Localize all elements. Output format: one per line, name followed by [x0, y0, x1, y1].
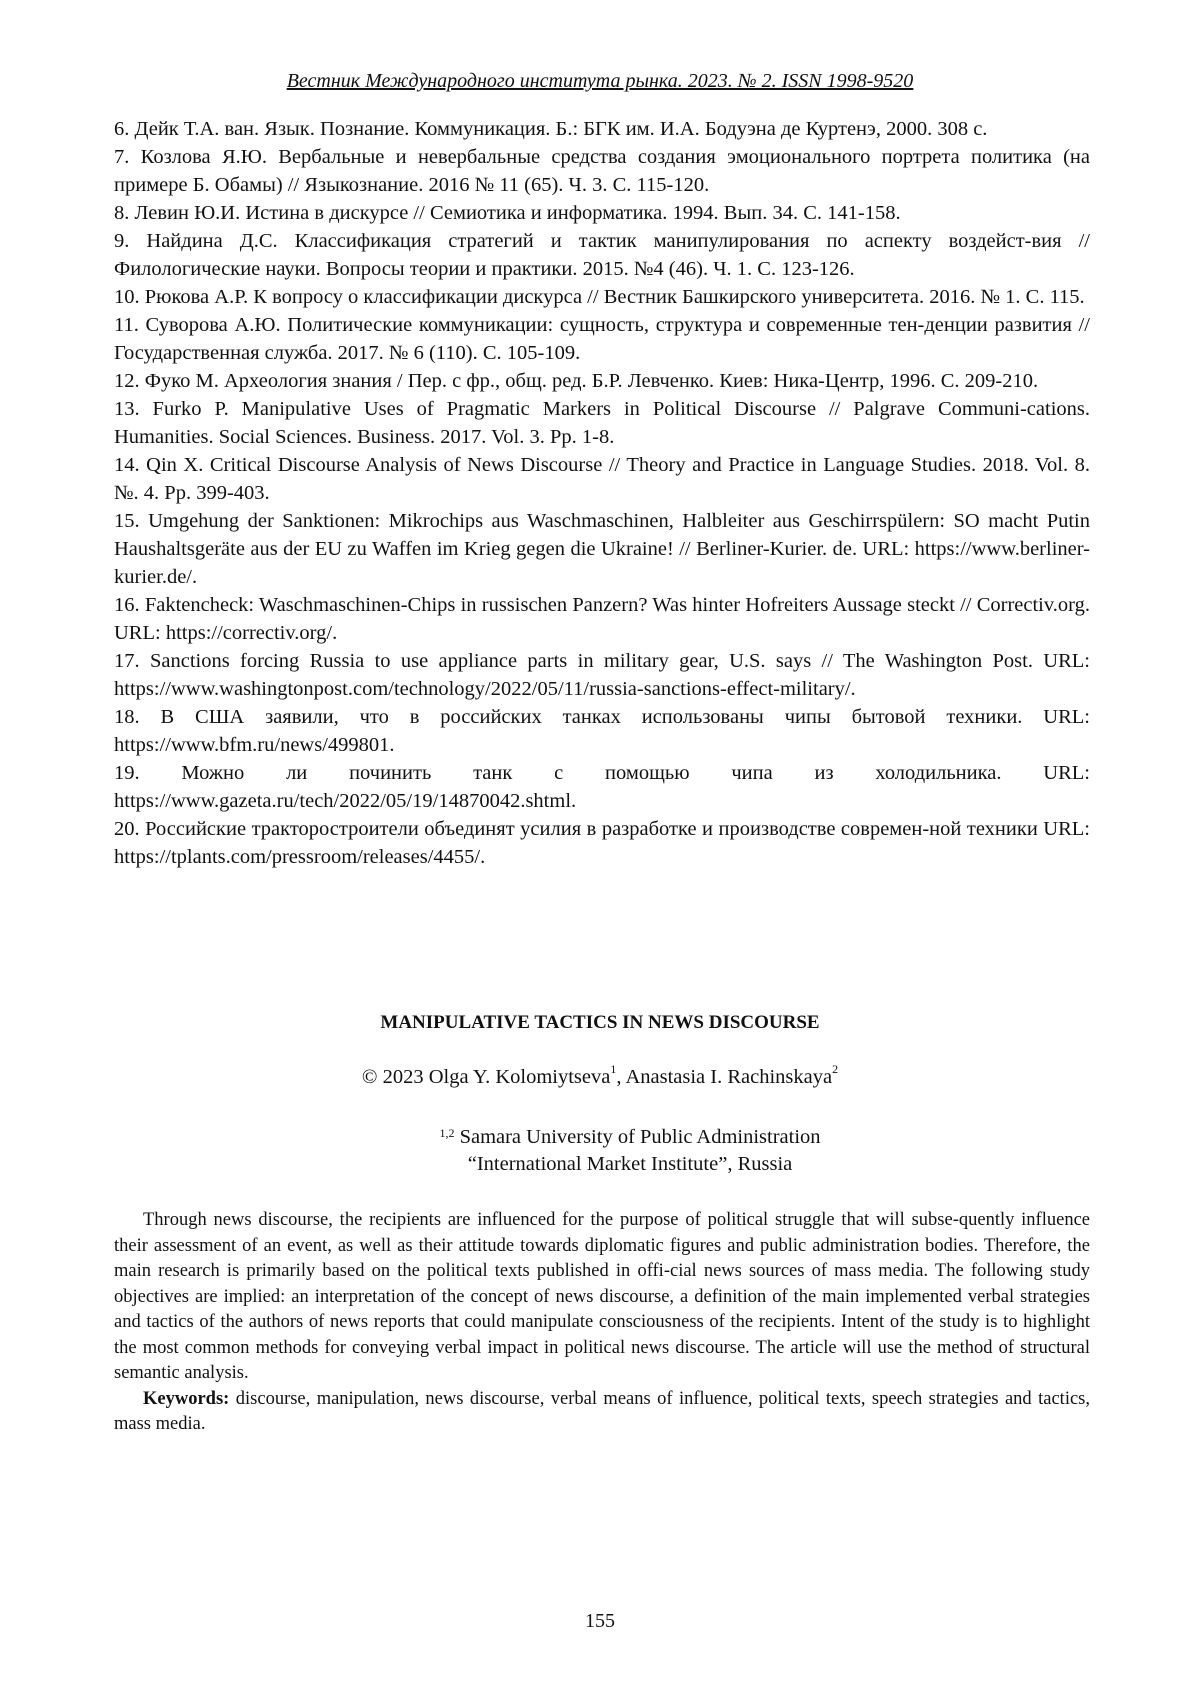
affil-line-2: “International Market Institute”, Russia: [467, 1153, 793, 1175]
reference-list: [114, 115, 1090, 871]
keywords-text: discourse, manipulation, news discourse, verbal means of influence, political texts, speech strategies and tactics, mass media.: [114, 1388, 1090, 1434]
reference-item: 20. Российские тракторостроители объединят усилия в разработке и производстве современ-ной техники URL: https://tplants.com/pressroom/releases/4455/.: [114, 818, 1090, 868]
author-1: © 2023 Olga Y. Kolomiytseva: [361, 1066, 611, 1088]
abstract-text: Through news discourse, the recipients are influenced for the purpose of political struggle that will subse-quently influence their assessment of an event, as well as their attitude towards diplomatic figures and public administration bodies. Therefore, the main research is primarily based on the political texts published in offi-cial news sources of mass media. The following study objectives are implied: an interpretation of the concept of news discourse, a definition of the main implemented verbal strategies and tactics of the authors of news reports that could manipulate consciousness of the recipients. Intent of the study is to highlight the most common methods for conveying verbal impact in political news discourse. The article will use the method of structural semantic analysis.: [114, 1210, 1090, 1383]
affil-line-1: Samara University of Public Administration: [454, 1126, 821, 1148]
keywords-label: Keywords:: [143, 1388, 230, 1409]
reference-item: 17. Sanctions forcing Russia to use appliance parts in military gear, U.S. says // The Washington Post. URL: https://www.washingtonpost.com/technology/2022/05/11/russia-sanctions-effect-military/.: [114, 650, 1090, 700]
reference-item: 14. Qin X. Critical Discourse Analysis of News Discourse // Theory and Practice in Language Studies. 2018. Vol. 8. №. 4. Pp. 399-403.: [114, 454, 1090, 504]
page-number: 155: [585, 1610, 615, 1632]
author-2: , Anastasia I. Rachinskaya: [616, 1066, 833, 1088]
affiliation: [0, 1124, 1200, 1178]
reference-item: 11. Суворова А.Ю. Политические коммуникации: сущность, структура и современные тен-денции развития // Государственная служба. 2017. № 6 (110). С. 105-109.: [114, 314, 1090, 364]
reference-item: 18. В США заявили, что в российских танках использованы чипы бытовой техники. URL: https://www.bfm.ru/news/499801.: [114, 706, 1090, 756]
reference-item: 19. Можно ли починить танк с помощью чипа из холодильника. URL: https://www.gazeta.ru/tech/2022/05/19/14870042.shtml.: [114, 762, 1090, 812]
author-1-affil-sup: 1: [610, 1062, 617, 1076]
reference-item: 7. Козлова Я.Ю. Вербальные и невербальные средства создания эмоционального портрета политика (на примере Б. Обамы) // Языкознание. 2016 № 11 (65). Ч. 3. С. 115-120.: [114, 146, 1090, 196]
keywords: [114, 1387, 1090, 1438]
reference-item: 9. Найдина Д.С. Классификация стратегий и тактик манипулирования по аспекту воздейст-вия // Филологические науки. Вопросы теории и практики. 2015. №4 (46). Ч. 1. С. 123-126.: [114, 230, 1090, 280]
reference-item: 12. Фуко М. Археология знания / Пер. с фр., общ. ред. Б.Р. Левченко. Киев: Ника-Центр, 1996. С. 209-210.: [114, 370, 1039, 392]
reference-item: 8. Левин Ю.И. Истина в дискурсе // Семиотика и информатика. 1994. Вып. 34. С. 141-158.: [114, 202, 901, 224]
article-title: MANIPULATIVE TACTICS IN NEWS DISCOURSE: [380, 1012, 820, 1033]
article-authors: [0, 1062, 1200, 1089]
journal-header: Вестник Международного института рынка. 2023. № 2. ISSN 1998-9520: [286, 70, 914, 92]
reference-item: 6. Дейк Т.А. ван. Язык. Познание. Коммуникация. Б.: БГК им. И.А. Бодуэна де Куртенэ, 2000. 308 с.: [114, 118, 988, 140]
reference-item: 13. Furko P. Manipulative Uses of Pragmatic Markers in Political Discourse // Palgrave Communi-cations. Humanities. Social Sciences. Business. 2017. Vol. 3. Pp. 1-8.: [114, 398, 1090, 448]
reference-item: 16. Faktencheck: Waschmaschinen-Chips in russischen Panzern? Was hinter Hofreiters Aussage steckt // Correctiv.org. URL: https://correctiv.org/.: [114, 594, 1090, 644]
author-2-affil-sup: 2: [832, 1062, 839, 1076]
reference-item: 10. Рюкова А.Р. К вопросу о классификации дискурса // Вестник Башкирского университета. 2016. № 1. С. 115.: [114, 286, 1085, 308]
abstract: [114, 1208, 1090, 1438]
affil-sup: 1,2: [439, 1126, 455, 1140]
reference-item: 15. Umgehung der Sanktionen: Mikrochips aus Waschmaschinen, Halbleiter aus Geschirrspülern: SO macht Putin Haushaltsgeräte aus der EU zu Waffen im Krieg gegen die Ukraine! // Berliner-Kurier. de. URL: https://www.berliner-kurier.de/.: [114, 510, 1090, 588]
